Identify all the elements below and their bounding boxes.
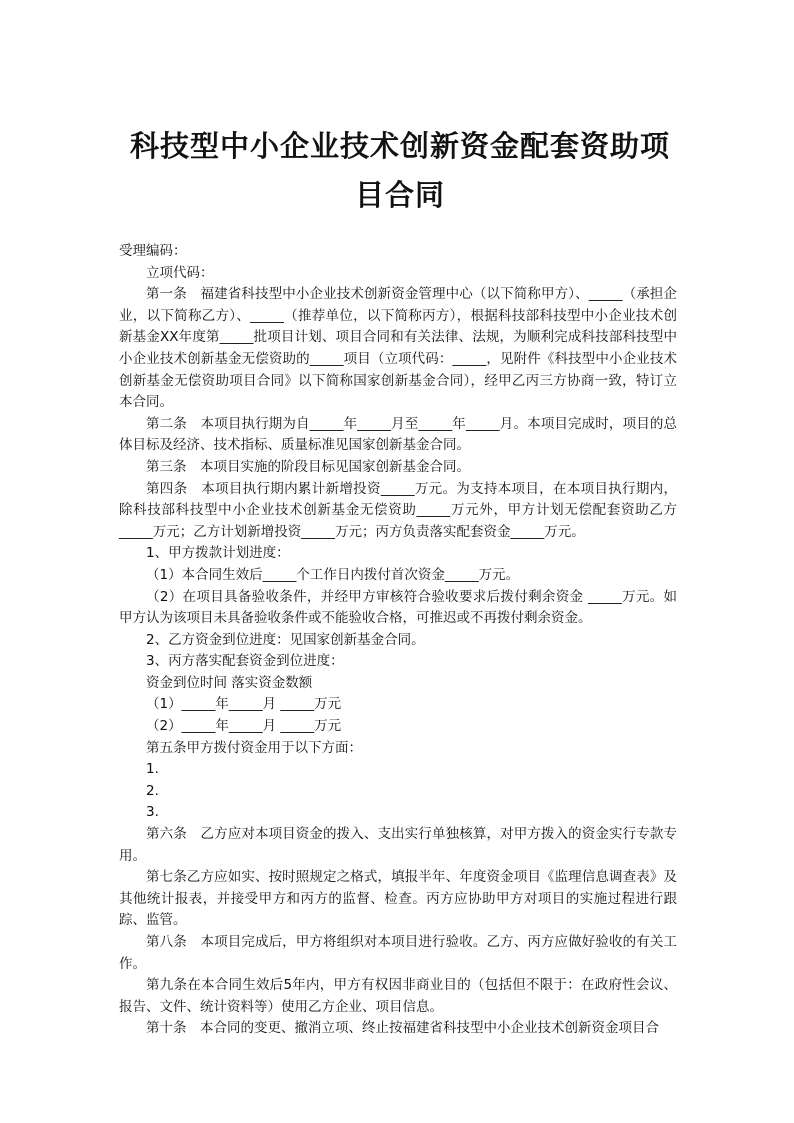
document-title-line-1: 科技型中小企业技术创新资金配套资助项 xyxy=(129,129,670,163)
article-8: 第八条 本项目完成后，甲方将组织对本项目进行验收。乙方、丙方应做好验收的有关工作。 xyxy=(119,934,677,972)
article-5-item-2: 2. xyxy=(146,782,159,799)
project-code-line: 立项代码： xyxy=(146,264,214,281)
party-b-funding-line: 2、乙方资金到位进度：见国家创新基金合同。 xyxy=(146,631,425,648)
article-4: 第四条 本项目执行期内累计新增投资_____万元。为支持本项目，在本项目执行期内，除科技部科技型中小企业技术创新基金无偿资助_____万元外，甲方计划无偿配套资助乙方_____万元；乙方计划新增投资_____万元；丙方负责落实配套资金_____万元。 xyxy=(119,480,677,540)
article-9: 第九条在本合同生效后5年内，甲方有权因非商业目的（包括但不限于：在政府性会议、报告、文件、统计资料等）使用乙方企业、项目信息。 xyxy=(119,977,677,1015)
article-1: 第一条 福建省科技型中小企业技术创新资金管理中心（以下简称甲方）、_____（承担企业，以下简称乙方）、_____（推荐单位，以下简称丙方），根据科技部科技型中小企业技术创新基金XX年度第_____批项目计划、项目合同和有关法律、法规，为顺利完成科技部科技型中小企业技术创新基金无偿资助的_____项目（立项代码：_____，见附件《科技型中小企业技术创新基金无偿资助项目合同》以下简称国家创新基金合同），经甲乙丙三方协商一致，特订立本合同。 xyxy=(119,286,677,411)
party-a-schedule-item-1: （1）本合同生效后_____个工作日内拨付首次资金_____万元。 xyxy=(146,566,520,583)
article-3: 第三条 本项目实施的阶段目标见国家创新基金合同。 xyxy=(146,458,470,475)
article-6: 第六条 乙方应对本项目资金的拨入、支出实行单独核算，对甲方拨入的资金实行专款专用。 xyxy=(119,826,677,864)
document-title-line-2: 目合同 xyxy=(354,178,445,212)
article-5-item-3: 3. xyxy=(146,804,159,821)
article-10: 第十条 本合同的变更、撤消立项、终止按福建省科技型中小企业技术创新资金项目合 xyxy=(146,1020,659,1037)
article-2: 第二条 本项目执行期为自_____年_____月至_____年_____月。本项目完成时，项目的总体目标及经济、技术指标、质量标准见国家创新基金合同。 xyxy=(119,415,677,454)
article-7: 第七条乙方应如实、按时照规定之格式，填报半年、年度资金项目《监理信息调查表》及其他统计报表，并接受甲方和丙方的监督、检查。丙方应协助甲方对项目的实施过程进行跟踪、监管。 xyxy=(119,869,677,929)
party-a-schedule-item-2: （2）在项目具备验收条件，并经甲方审核符合验收要求后拨付剩余资金 _____万元。如甲方认为该项目未具备验收条件或不能验收合格，可推迟或不再拨付剩余资金。 xyxy=(119,588,677,627)
party-c-funding-row-1: （1）_____年_____月 _____万元 xyxy=(146,696,342,713)
contract-body xyxy=(119,241,677,1040)
acceptance-code-line: 受理编码： xyxy=(119,243,187,259)
article-5-item-1: 1. xyxy=(146,761,159,778)
party-c-funding-heading: 3、丙方落实配套资金到位进度： xyxy=(146,653,344,670)
party-c-funding-row-2: （2）_____年_____月 _____万元 xyxy=(146,718,342,735)
party-c-funding-columns: 资金到位时间 落实资金数额 xyxy=(146,674,313,691)
article-5: 第五条甲方拨付资金用于以下方面： xyxy=(146,739,362,756)
party-a-schedule-heading: 1、甲方拨款计划进度： xyxy=(146,545,290,562)
